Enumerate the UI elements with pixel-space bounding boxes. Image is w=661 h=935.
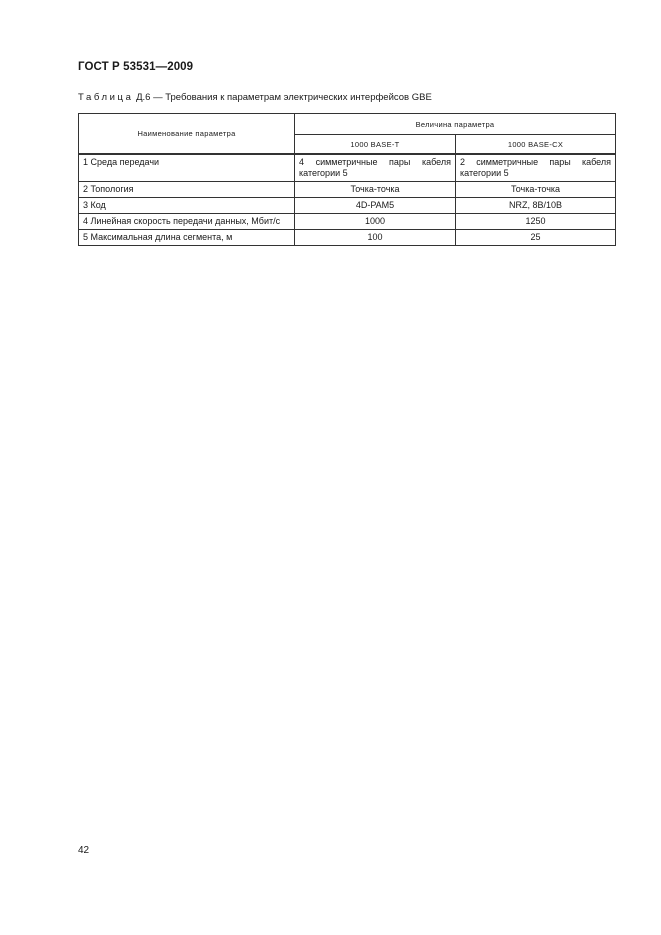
row-value-base-cx: 1250 — [456, 214, 616, 230]
row-value-base-t: Точка-точка — [295, 182, 456, 198]
header-1000base-t: 1000 BASE-T — [295, 135, 456, 155]
table-row — [79, 230, 616, 246]
row-value-base-cx: NRZ, 8B/10B — [456, 198, 616, 214]
row-value-base-cx: 25 — [456, 230, 616, 246]
parameters-table — [78, 113, 616, 246]
row-name-cell: 4 Линейная скорость передачи данных, Мбит/с — [79, 214, 295, 230]
header-parameter-value: Величина параметра — [295, 114, 616, 135]
table-row — [79, 182, 616, 198]
header-parameter-name: Наименование параметра — [79, 114, 295, 155]
row-name-cell: 5 Максимальная длина сегмента, м — [79, 230, 295, 246]
table-row — [79, 154, 616, 182]
header-1000base-cx: 1000 BASE-CX — [456, 135, 616, 155]
table-caption-label: Таблица — [78, 92, 134, 103]
table-row — [79, 198, 616, 214]
row-name-cell: 2 Топология — [79, 182, 295, 198]
row-value-base-t: 4D-PAM5 — [295, 198, 456, 214]
row-value-base-cx: Точка-точка — [456, 182, 616, 198]
row-value-base-t: 1000 — [295, 214, 456, 230]
row-value-base-cx: 2 симметричные пары кабеля категории 5 — [456, 154, 616, 182]
row-value-base-t: 4 симметричные пары кабеля категории 5 — [295, 154, 456, 182]
row-name-cell: 1 Среда передачи — [79, 154, 295, 182]
table-caption — [78, 92, 432, 103]
table-row — [79, 214, 616, 230]
page-number: 42 — [78, 845, 90, 856]
row-value-base-t: 100 — [295, 230, 456, 246]
row-name-cell: 3 Код — [79, 198, 295, 214]
table-caption-text: Д.6 — Требования к параметрам электрических интерфейсов GBE — [133, 92, 432, 103]
document-standard-header: ГОСТ Р 53531—2009 — [78, 61, 194, 73]
